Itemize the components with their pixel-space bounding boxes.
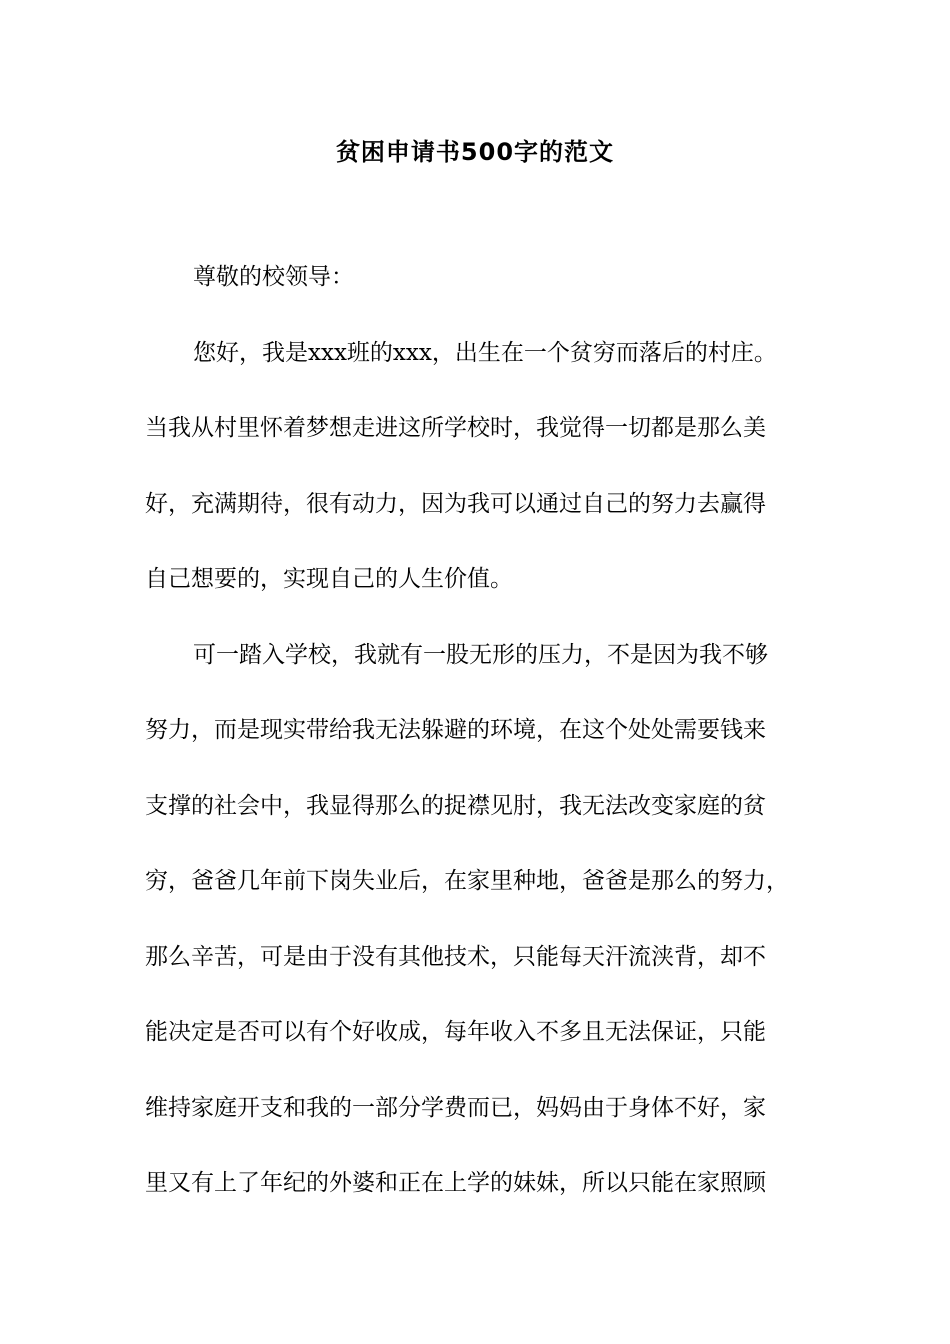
body-line: 您好，我是xxx班的xxx，出生在一个贫穷而落后的村庄。 xyxy=(193,339,777,366)
document-body xyxy=(145,255,825,1237)
salutation-line: 尊敬的校领导： xyxy=(193,264,354,290)
body-line: 好，充满期待，很有动力，因为我可以通过自己的努力去赢得 xyxy=(145,490,766,517)
body-line: 维持家庭开支和我的一部分学费而已，妈妈由于身体不好，家 xyxy=(145,1094,766,1121)
body-line: 能决定是否可以有个好收成，每年收入不多且无法保证，只能 xyxy=(145,1019,766,1045)
body-line: 努力，而是现实带给我无法躲避的环境，在这个处处需要钱来 xyxy=(145,717,766,743)
body-line: 穷，爸爸几年前下岗失业后，在家里种地，爸爸是那么的努力， xyxy=(145,868,789,894)
body-line: 里又有上了年纪的外婆和正在上学的妹妹，所以只能在家照顾 xyxy=(145,1170,766,1196)
body-line: 那么辛苦，可是由于没有其他技术，只能每天汗流浃背，却不 xyxy=(145,943,766,970)
body-line: 当我从村里怀着梦想走进这所学校时，我觉得一切都是那么美 xyxy=(145,415,766,441)
body-line: 可一踏入学校，我就有一股无形的压力，不是因为我不够 xyxy=(193,641,768,668)
body-line: 自己想要的，实现自己的人生价值。 xyxy=(145,566,513,592)
body-line: 支撑的社会中，我显得那么的捉襟见肘，我无法改变家庭的贫 xyxy=(145,792,766,819)
document-title: 贫困申请书500字的范文 xyxy=(335,138,615,166)
